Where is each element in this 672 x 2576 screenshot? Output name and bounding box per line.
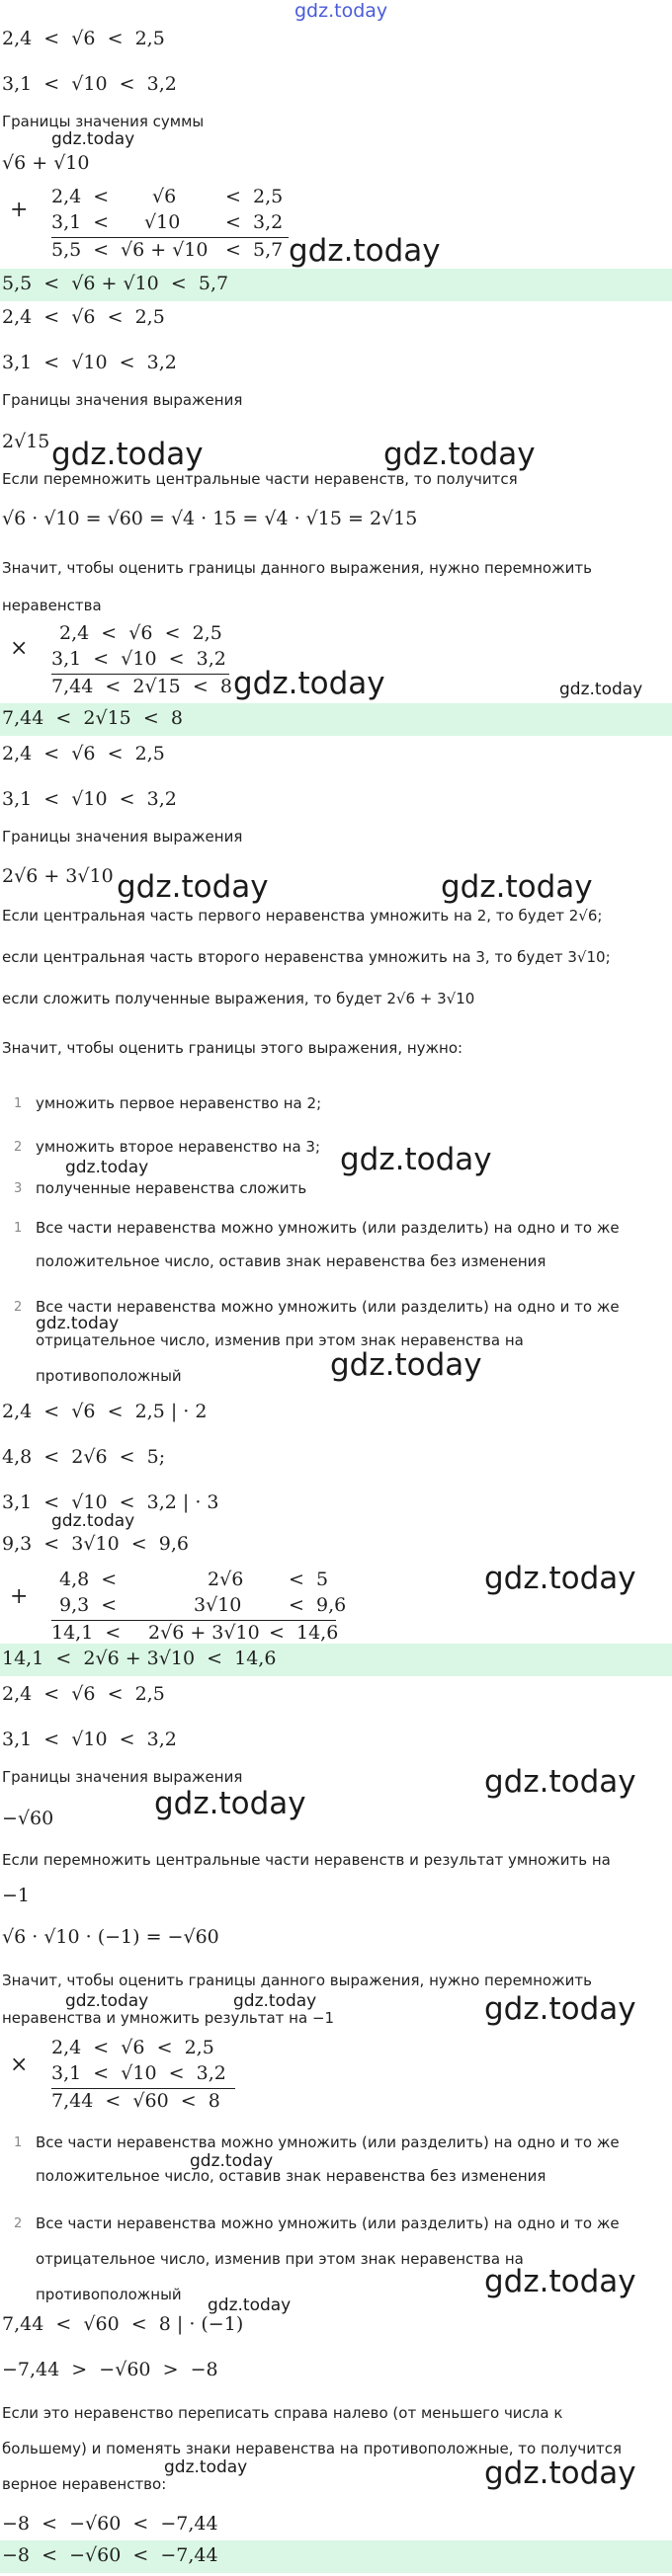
sum-row-1-left: 2,4 < [51, 186, 110, 207]
sum2-row-3-right: < 14,6 [269, 1622, 339, 1644]
section2-conclusion-1: Значит, чтобы оценить границы данного выражения, нужно перемножить [2, 559, 592, 577]
section2-title: Границы значения выражения [2, 391, 243, 409]
section4-result: −8 < −√60 < −7,44 [2, 2544, 218, 2566]
section3-line-3: если сложить полученные выражения, то будет 2√6 + 3√10 [2, 990, 475, 1007]
section3-title: Границы значения выражения [2, 828, 243, 845]
product2-row-2: 3,1 < √10 < 3,2 [51, 2062, 226, 2084]
ineq-sqrt6: 2,4 < √6 < 2,5 [2, 28, 165, 49]
watermark: gdz.today [289, 233, 441, 269]
section3-steps-intro: Значит, чтобы оценить границы этого выражения, нужно: [2, 1039, 463, 1057]
section4-final: −8 < −√60 < −7,44 [2, 2513, 218, 2535]
sum2-row-1-mid: 2√6 [208, 1569, 244, 1590]
sum-row-2-right: < 3,2 [225, 211, 284, 233]
rule-text: Все части неравенства можно умножить (или разделить) на одно и то же [36, 1298, 620, 1316]
sum2-row-3-mid: 2√6 + 3√10 [148, 1622, 260, 1644]
times-sign: × [10, 2053, 29, 2077]
watermark: gdz.today [441, 869, 593, 905]
step-number: 3 [14, 1181, 23, 1196]
watermark: gdz.today [233, 1991, 317, 2011]
rule-number: 2 [14, 2216, 23, 2231]
plus-sign: + [10, 198, 29, 222]
watermark: gdz.today [484, 1561, 636, 1596]
section4-conclusion-1: Значит, чтобы оценить границы данного выражения, нужно перемножить [2, 1972, 592, 1989]
sum2-row-1-right: < 5 [289, 1569, 329, 1590]
section4-calc: √6 · √10 · (−1) = −√60 [2, 1926, 219, 1948]
rule-text: противоположный [36, 2286, 182, 2303]
rule-number: 1 [14, 2135, 23, 2150]
section1-result: 5,5 < √6 + √10 < 5,7 [2, 273, 229, 294]
sum-row-2-mid: √10 [144, 211, 181, 233]
sum-row-1-mid: √6 [152, 186, 177, 207]
watermark: gdz.today [36, 1314, 120, 1333]
watermark: gdz.today [484, 1991, 636, 2027]
section4-rewrite-2: большему) и поменять знаки неравенства на противоположные, то получится [2, 2440, 623, 2457]
section4-rewrite-1: Если это неравенство переписать справа налево (от меньшего числа к [2, 2404, 563, 2422]
product-row-1: 2,4 < √6 < 2,5 [59, 622, 222, 644]
watermark: gdz.today [208, 2295, 292, 2315]
step-text: умножить первое неравенство на 2; [36, 1094, 322, 1112]
rule-text: Все части неравенства можно умножить (или разделить) на одно и то же [36, 2214, 620, 2232]
step-text: полученные неравенства сложить [36, 1179, 307, 1197]
step-number: 2 [14, 1140, 23, 1155]
product-row-2: 3,1 < √10 < 3,2 [51, 648, 226, 670]
section2-conclusion-2: неравенства [2, 597, 102, 614]
step-number: 1 [14, 1096, 23, 1111]
watermark: gdz.today [65, 1158, 149, 1177]
sum-row-2-left: 3,1 < [51, 211, 110, 233]
rule-text: отрицательное число, изменив при этом знак неравенства на [36, 2250, 524, 2268]
watermark: gdz.today [164, 2457, 248, 2477]
rule-text: отрицательное число, изменив при этом знак неравенства на [36, 1331, 524, 1349]
section3-expr: 2√6 + 3√10 [2, 865, 114, 887]
ineq-sqrt6: 2,4 < √6 < 2,5 [2, 743, 165, 765]
ineq-sqrt10: 3,1 < √10 < 3,2 [2, 73, 177, 95]
watermark: gdz.today [233, 666, 385, 701]
watermark-top: gdz.today [294, 0, 388, 22]
section2-calc: √6 · √10 = √60 = √4 · 15 = √4 · √15 = 2√15 [2, 508, 418, 529]
plus-sign: + [10, 1584, 29, 1609]
section4-intro: Если перемножить центральные части неравенств и результат умножить на [2, 1851, 611, 1869]
watermark: gdz.today [117, 869, 269, 905]
ineq-sqrt6: 2,4 < √6 < 2,5 [2, 1683, 165, 1705]
ineq-b-times-3: 3,1 < √10 < 3,2 | · 3 [2, 1491, 219, 1513]
sum2-row-1-left: 4,8 < [59, 1569, 118, 1590]
section4-title: Границы значения выражения [2, 1768, 243, 1786]
watermark: gdz.today [383, 437, 536, 472]
watermark: gdz.today [51, 1511, 135, 1531]
rule-number: 2 [14, 1300, 23, 1315]
sum2-row-2-left: 9,3 < [59, 1594, 118, 1616]
rule-number: 1 [14, 1221, 23, 1236]
sum2-row-2-mid: 3√10 [194, 1594, 242, 1616]
watermark: gdz.today [154, 1786, 306, 1821]
sum-row-3-mid: √6 + √10 [121, 239, 209, 261]
ineq-a-result: 4,8 < 2√6 < 5; [2, 1446, 166, 1468]
rule-text: Все части неравенства можно умножить (или разделить) на одно и то же [36, 1219, 620, 1237]
watermark: gdz.today [190, 2151, 274, 2171]
watermark: gdz.today [51, 437, 204, 472]
watermark: gdz.today [559, 680, 643, 699]
ineq-sqrt10: 3,1 < √10 < 3,2 [2, 352, 177, 373]
ineq-sqrt6: 2,4 < √6 < 2,5 [2, 306, 165, 328]
section3-result: 14,1 < 2√6 + 3√10 < 14,6 [2, 1648, 277, 1669]
section1-expr: √6 + √10 [2, 152, 90, 174]
rule-text: противоположный [36, 1367, 182, 1385]
rule-text: положительное число, оставив знак неравенства без изменения [36, 1252, 546, 1270]
times-sign: × [10, 636, 29, 661]
watermark: gdz.today [65, 1991, 149, 2011]
step-text: умножить второе неравенство на 3; [36, 1138, 320, 1156]
watermark: gdz.today [484, 2264, 636, 2299]
sum2-row-3-left: 14,1 < [51, 1622, 122, 1644]
ineq-flipped: −7,44 > −√60 > −8 [2, 2359, 218, 2380]
section4-conclusion-2: неравенства и умножить результат на −1 [2, 2009, 335, 2027]
section4-expr: −√60 [2, 1808, 54, 1829]
sum2-row-2-right: < 9,6 [289, 1594, 347, 1616]
sum-row-1-right: < 2,5 [225, 186, 284, 207]
section2-result: 7,44 < 2√15 < 8 [2, 707, 183, 729]
ineq-b-result: 9,3 < 3√10 < 9,6 [2, 1533, 189, 1555]
product2-row-3: 7,44 < √60 < 8 [51, 2090, 220, 2112]
rule-text: Все части неравенства можно умножить (или разделить) на одно и то же [36, 2133, 620, 2151]
product-row-3: 7,44 < 2√15 < 8 [51, 676, 232, 697]
section1-title: Границы значения суммы [2, 113, 205, 130]
ineq-sqrt10: 3,1 < √10 < 3,2 [2, 1729, 177, 1750]
watermark: gdz.today [484, 1764, 636, 1800]
watermark: gdz.today [330, 1347, 482, 1383]
section4-minus-one: −1 [2, 1885, 31, 1906]
section4-rewrite-3: верное неравенство: [2, 2475, 167, 2493]
section3-line-1: Если центральная часть первого неравенства умножить на 2, то будет 2√6; [2, 907, 603, 925]
watermark: gdz.today [51, 129, 135, 149]
ineq-mult-minus-one: 7,44 < √60 < 8 | · (−1) [2, 2313, 244, 2335]
rule-text: положительное число, оставив знак неравенства без изменения [36, 2167, 546, 2185]
product2-row-1: 2,4 < √6 < 2,5 [51, 2037, 214, 2058]
section2-expr: 2√15 [2, 431, 50, 452]
sum-row-3-right: < 5,7 [225, 239, 284, 261]
watermark: gdz.today [484, 2455, 636, 2491]
section2-intro: Если перемножить центральные части неравенств, то получится [2, 470, 518, 488]
sum-row-3-left: 5,5 < [51, 239, 110, 261]
section3-line-2: если центральная часть второго неравенства умножить на 3, то будет 3√10; [2, 948, 611, 966]
ineq-a-times-2: 2,4 < √6 < 2,5 | · 2 [2, 1401, 208, 1422]
watermark: gdz.today [340, 1142, 492, 1177]
ineq-sqrt10: 3,1 < √10 < 3,2 [2, 788, 177, 810]
